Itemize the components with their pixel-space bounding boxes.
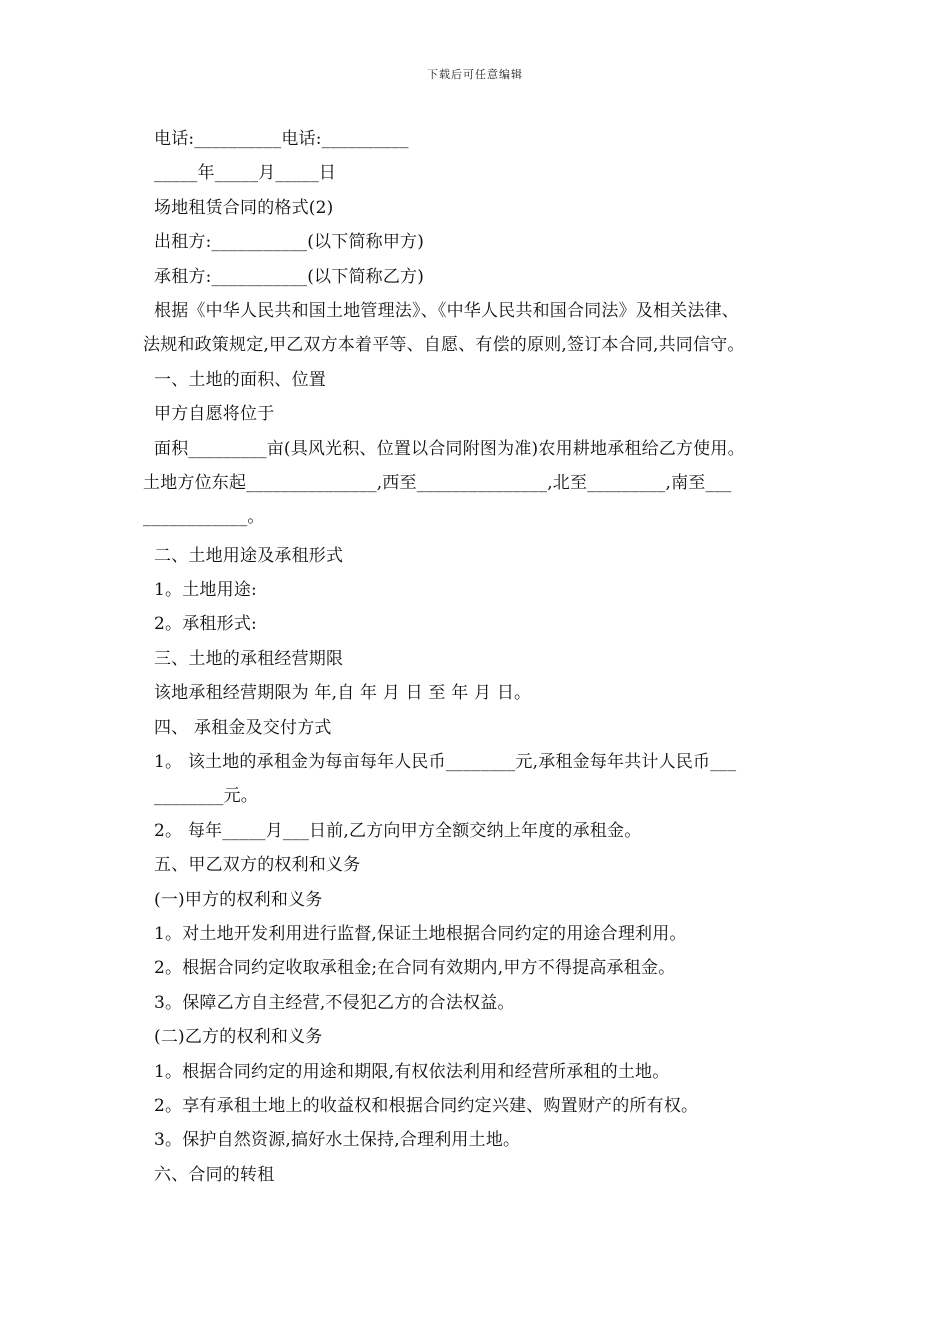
document-body bbox=[143, 122, 823, 1192]
section-5-heading: 五、甲乙双方的权利和义务 bbox=[154, 855, 361, 876]
section-4-item-1-cont: ________元。 bbox=[154, 786, 258, 807]
section-5-a-item-3: 3。保障乙方自主经营,不侵犯乙方的合法权益。 bbox=[154, 992, 515, 1013]
section-2-item-1: 1。土地用途: bbox=[154, 580, 257, 601]
preamble-line-2: 法规和政策规定,甲乙双方本着平等、自愿、有偿的原则,签订本合同,共同信守。 bbox=[143, 335, 745, 356]
section-6-heading: 六、合同的转租 bbox=[154, 1164, 275, 1185]
section-5-b-item-3: 3。保护自然资源,搞好水土保持,合理利用土地。 bbox=[154, 1130, 521, 1151]
section-1-heading: 一、土地的面积、位置 bbox=[154, 369, 326, 390]
section-1-boundary-end: ____________。 bbox=[143, 507, 265, 528]
section-5-a-item-2: 2。根据合同约定收取承租金;在合同有效期内,甲方不得提高承租金。 bbox=[154, 958, 676, 979]
page-header-note: 下载后可任意编辑 bbox=[427, 68, 523, 81]
section-2-heading: 二、土地用途及承租形式 bbox=[154, 545, 344, 566]
section-5-b-item-1: 1。根据合同约定的用途和期限,有权依法利用和经营所承租的土地。 bbox=[154, 1061, 670, 1082]
section-3-heading: 三、土地的承租经营期限 bbox=[154, 648, 344, 669]
document-title: 场地租赁合同的格式(2) bbox=[154, 197, 334, 218]
section-5-sub-a: (一)甲方的权利和义务 bbox=[154, 889, 323, 910]
lessor-line: 出租方:___________(以下简称甲方) bbox=[154, 232, 425, 253]
preamble-line-1: 根据《中华人民共和国土地管理法》、《中华人民共和国合同法》及相关法律、 bbox=[154, 300, 739, 321]
section-5-a-item-1: 1。对土地开发利用进行监督,保证土地根据合同约定的用途合理利用。 bbox=[154, 923, 687, 944]
section-2-item-2: 2。承租形式: bbox=[154, 614, 257, 635]
section-3-text: 该地承租经营期限为 年,自 年 月 日 至 年 月 日。 bbox=[154, 683, 532, 704]
section-4-item-2: 2。 每年_____月___日前,乙方向甲方全额交纳上年度的承租金。 bbox=[154, 820, 642, 841]
date-line: _____年_____月_____日 bbox=[154, 163, 337, 184]
section-1-area-line: 面积_________亩(具风光积、位置以合同附图为准)农用耕地承租给乙方使用。 bbox=[154, 438, 745, 459]
section-5-b-item-2: 2。享有承租土地上的收益权和根据合同约定兴建、购置财产的所有权。 bbox=[154, 1095, 699, 1116]
section-4-item-1: 1。 该土地的承租金为每亩每年人民币________元,承租金每年共计人民币___ bbox=[154, 752, 737, 773]
section-4-heading: 四、 承租金及交付方式 bbox=[154, 717, 332, 738]
lessee-line: 承租方:___________(以下简称乙方) bbox=[154, 266, 425, 287]
phone-line: 电话:__________电话:__________ bbox=[154, 129, 409, 149]
section-5-sub-b: (二)乙方的权利和义务 bbox=[154, 1027, 323, 1048]
section-1-text: 甲方自愿将位于 bbox=[154, 404, 275, 425]
section-1-boundary-line: 土地方位东起_______________,西至_______________,北至_________,南至___ bbox=[143, 472, 732, 493]
